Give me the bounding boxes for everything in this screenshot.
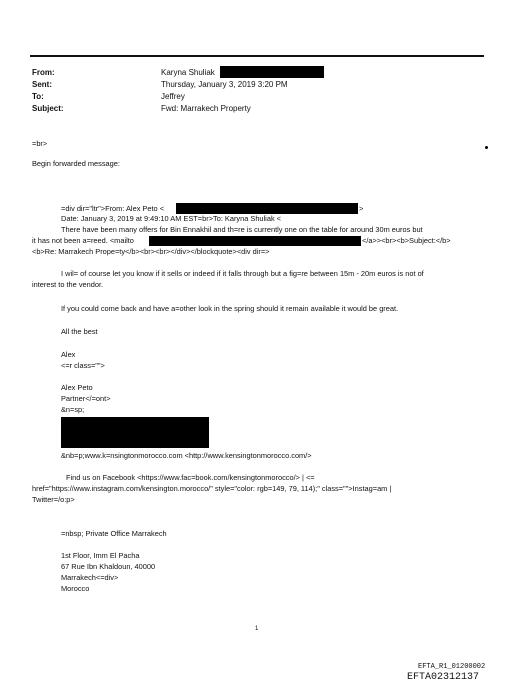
- sig-alex: Alex: [61, 350, 76, 359]
- address-line-3: Marrakech<=div>: [61, 573, 119, 582]
- facebook-line: Find us on Facebook <https://www.fac=book.com/kensingtonmorocco/> | <=: [66, 473, 315, 482]
- offers-line-1: There have been many offers for Bin Ennakhil and th=re is currently one on the table for around 30m euros but: [61, 225, 423, 234]
- to-value: Jeffrey: [161, 92, 185, 101]
- begin-forwarded: Begin forwarded message:: [32, 159, 120, 168]
- will-line-2: interest to the vendor.: [32, 280, 104, 289]
- nbsp-tag: &n=sp;: [61, 405, 85, 414]
- div-from-line: =div dir="ltr">From: Alex Peto <: [61, 204, 165, 213]
- private-office: =nbsp; Private Office Marrakech: [61, 529, 167, 538]
- div-from-end: >: [359, 204, 364, 213]
- redaction-box: [220, 66, 324, 78]
- header-rule: [30, 55, 484, 57]
- subject-line: <b>Re: Marrakech Prope=ty</b><br><br></div></blockquote><div dir=>: [32, 247, 270, 256]
- address-line-2: 67 Rue Ibn Khaldoun, 40000: [61, 562, 156, 571]
- redaction-box: [149, 236, 361, 246]
- href-line-1: href="https://www.instagram.com/kensington.morocco/" style="color: rgb=149, 79, 114);" class="">Instag=am |: [32, 484, 392, 493]
- page-number: 1: [255, 626, 259, 632]
- href-line-2: Twitter=/o:p>: [32, 495, 75, 504]
- spring-line: If you could come back and have a=other look in the spring should it remain available it would be great.: [61, 304, 399, 313]
- sent-value: Thursday, January 3, 2019 3:20 PM: [161, 80, 288, 89]
- from-value: Karyna Shuliak: [161, 68, 215, 77]
- will-line-1: I wil= of course let you know if it sells or indeed if it falls through but a fig=re between 15m - 20m euros is not of: [61, 269, 424, 278]
- website-line: &nb=p;www.k=nsingtonmorocco.com <http://www.kensingtonmorocco.com/>: [61, 451, 312, 460]
- redaction-box: [61, 417, 209, 448]
- offers-line-2a: it has not been a=reed. <mailto: [32, 236, 134, 245]
- subject-value: Fwd: Marrakech Property: [161, 104, 251, 113]
- address-line-1: 1st Floor, Imm El Pacha: [61, 551, 140, 560]
- sent-label: Sent:: [32, 80, 52, 89]
- from-label: From:: [32, 68, 55, 77]
- r-class-tag: <=r class="">: [61, 361, 105, 370]
- to-label: To:: [32, 92, 44, 101]
- date-line: Date: January 3, 2019 at 9:49:10 AM EST=br>To: Karyna Shuliak <: [61, 214, 282, 223]
- offers-line-2b: </a>><br><b>Subject:</b>: [362, 236, 451, 245]
- address-line-4: Morocco: [61, 584, 90, 593]
- stray-mark: [485, 146, 488, 149]
- redaction-box: [176, 203, 358, 214]
- footer-id-2: EFTA02312137: [407, 672, 480, 683]
- br-tag: =br>: [32, 139, 48, 148]
- subject-label: Subject:: [32, 104, 64, 113]
- all-best: All the best: [61, 327, 98, 336]
- sig-name: Alex Peto: [61, 383, 93, 392]
- footer-id-1: EFTA_R1_01200002: [418, 663, 486, 671]
- sig-title: Partner</=ont>: [61, 394, 111, 403]
